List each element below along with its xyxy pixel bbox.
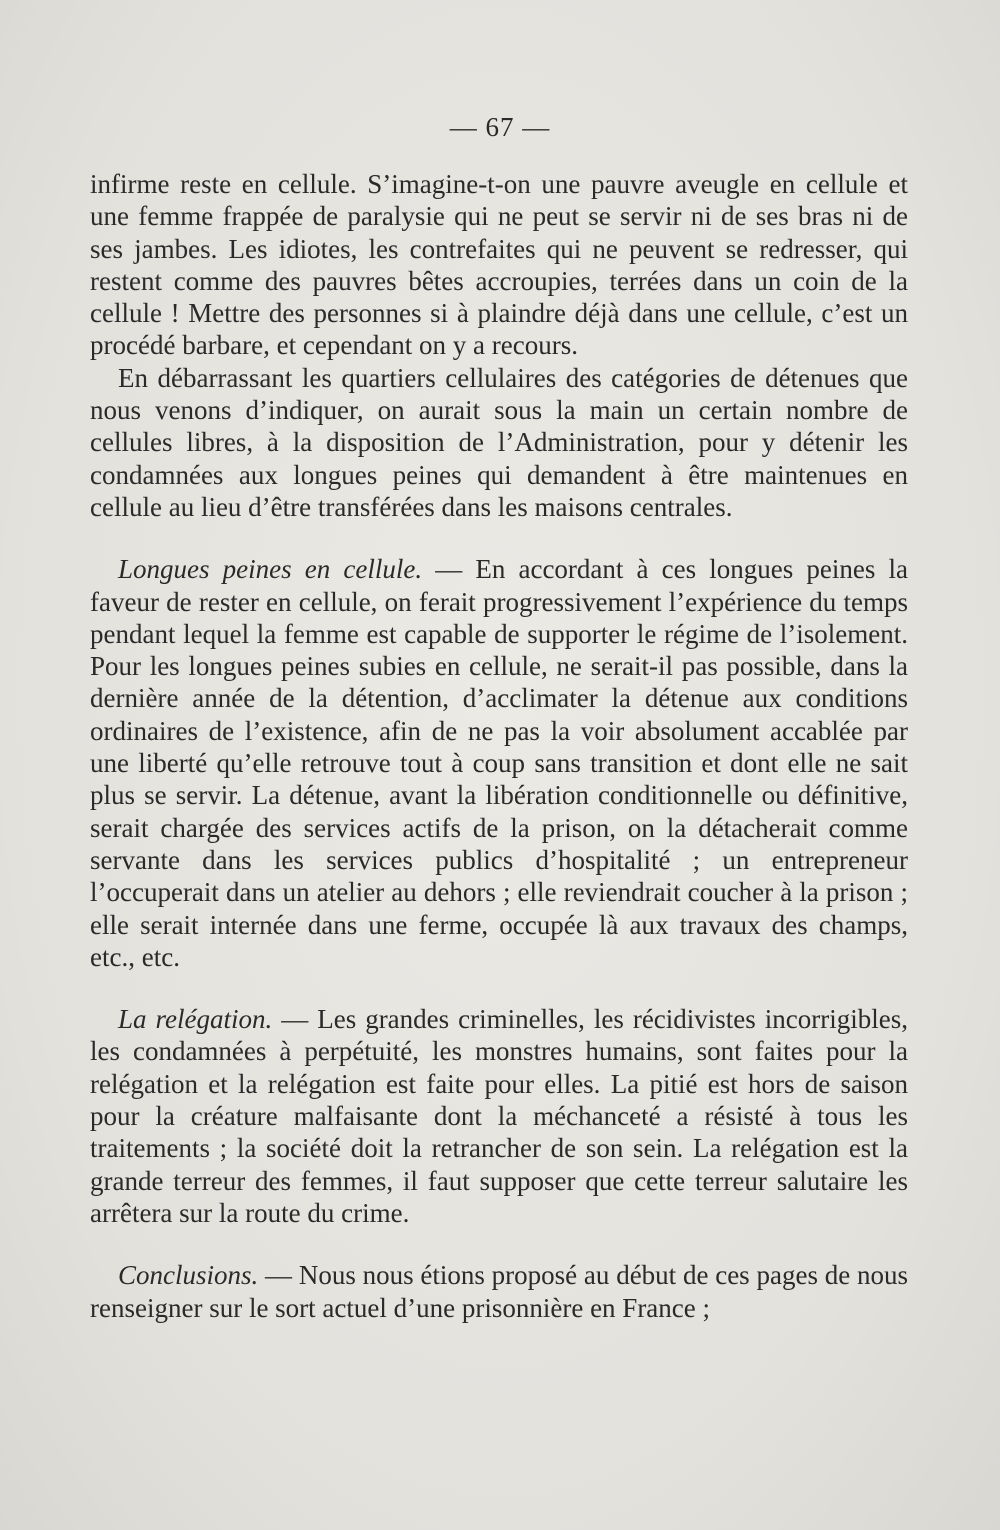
paragraph-body: En débarrassant les quartiers cellulaires des catégories de détenues que nous venons d’indiquer, on aurait sous la main un certain nombre de cellules libres, à la disposition de l’Administration, pour y détenir les condamnées aux longues peines qui demandent à être maintenues en cellule au lieu d’être transférées dans les maisons centrales.	[90, 362, 908, 522]
paragraph-relegation	[90, 1003, 908, 1229]
paragraph-longues-peines	[90, 553, 908, 973]
section-heading: Longues peines en cellule.	[118, 554, 423, 585]
paragraph-body: — Nous nous étions proposé au début de ces pages de nous renseigner sur le sort actuel d’une prisonnière en France ;	[90, 1260, 908, 1323]
paragraph-body: infirme reste en cellule. S’imagine-t-on une pauvre aveugle en cellule et une femme frappée de paralysie qui ne peut se servir ni de ses bras ni de ses jambes. Les idiotes, les contrefaites qui ne peuvent se redresser, qui restent comme des pauvres bêtes accroupies, terrées dans un coin de la cellule ! Mettre des personnes si à plaindre déjà dans une cellule, c’est un procédé barbare, et cependant on y a recours.	[90, 169, 908, 361]
paragraph-body: — En accordant à ces longues peines la faveur de rester en cellule, on ferait progressivement l’expérience du temps pendant lequel la femme est capable de supporter le régime de l’isolement. Pour les longues peines subies en cellule, ne serait-il pas possible, dans la dernière année de la détention, d’acclimater la détenue aux conditions ordinaires de l’existence, afin de ne pas la voir absolument accablée par une liberté qu’elle retrouve tout à coup sans transition et dont elle ne sait plus se servir. La détenue, avant la libération conditionnelle ou définitive, serait chargée des services actifs de la prison, on la détacherait comme servante dans les services publics d’hospitalité ; un entrepreneur l’occuperait dans un atelier au dehors ; elle reviendrait coucher à la prison ; elle serait internée dans une ferme, occupée là aux travaux des champs, etc., etc.	[90, 554, 908, 972]
page-text	[90, 168, 908, 1324]
section-heading: Conclusions.	[118, 1260, 259, 1291]
paragraph-conclusions	[90, 1259, 908, 1324]
section-heading: La relégation.	[118, 1004, 273, 1035]
page-number: — 67 —	[449, 112, 551, 142]
paragraph-body: — Les grandes criminelles, les récidivistes incorrigibles, les condamnées à perpétuité, les monstres humains, sont faites pour la relégation et la relégation est faite pour elles. La pitié est hors de saison pour la créature malfaisante dont la méchanceté a résisté à tous les traitements ; la société doit la retrancher de son sein. La relégation est la grande terreur des femmes, il faut supposer que cette terreur salutaire les arrêtera sur la route du crime.	[90, 1004, 908, 1228]
paragraph-quartiers-cellulaires	[90, 362, 908, 523]
paragraph-continuation	[90, 168, 908, 362]
